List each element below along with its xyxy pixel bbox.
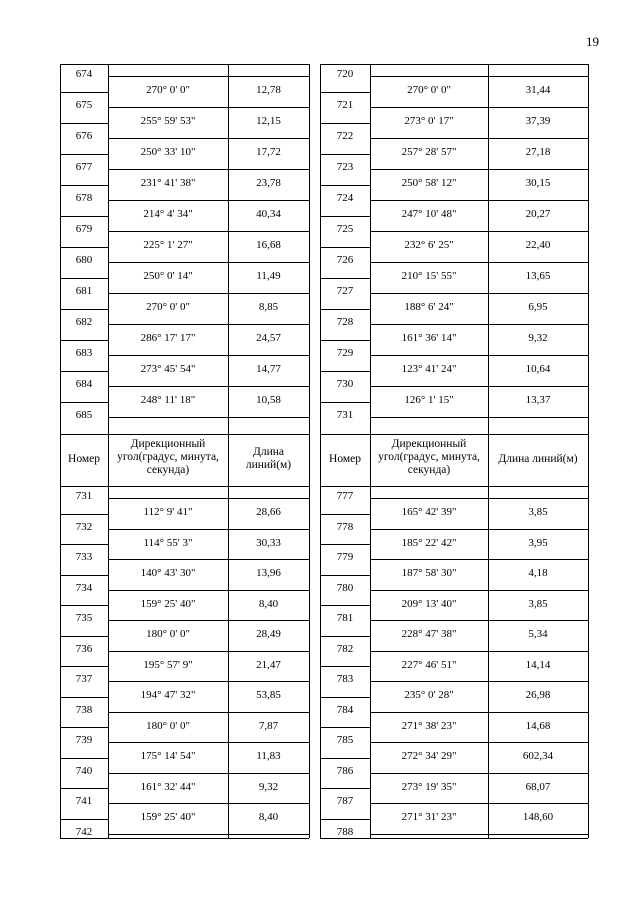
header-line-length: Длина линий(м) [245,446,292,471]
line-length: 31,44 [525,84,551,96]
point-number: 784 [336,703,354,716]
line-length: 148,60 [522,811,554,823]
row-divider [320,371,370,372]
direction-angle: 214° 4' 34" [143,208,193,220]
line-length: 53,85 [256,689,281,701]
header-border [309,434,310,486]
line-length: 13,37 [525,394,551,406]
row-divider [60,758,108,759]
header-direction-angle: Дирекционный угол(градус, минута, секунда) [117,438,219,476]
row-divider [370,417,588,418]
point-number: 777 [336,490,354,502]
row-divider [320,309,370,310]
row-divider [108,138,309,139]
row-divider [60,514,108,515]
row-divider [320,727,370,728]
direction-angle: 159° 25' 40" [140,597,196,610]
row-divider [320,123,370,124]
point-number: 782 [336,642,354,655]
line-length: 40,34 [256,208,281,220]
row-divider [320,247,370,248]
line-length: 602,34 [522,750,554,762]
row-divider [108,498,309,499]
direction-angle: 159° 25' 40" [140,811,196,823]
row-divider [320,758,370,759]
header-number: Номер [329,453,361,465]
table-border-left [320,486,321,838]
table-border-bottom [60,434,309,435]
row-divider [370,681,588,682]
point-number: 783 [336,673,354,685]
line-length: 3,85 [528,597,548,610]
direction-angle: 273° 0' 17" [404,115,454,127]
line-length: 7,87 [258,719,279,732]
row-divider [320,185,370,186]
line-length: 3,95 [528,536,548,549]
row-divider [108,742,309,743]
point-number: 729 [336,347,354,359]
row-divider [320,278,370,279]
direction-angle: 209° 13' 40" [401,597,457,610]
direction-angle: 161° 36' 14" [401,332,457,344]
row-divider [60,278,108,279]
header-line-length: Длина линий(м) [498,453,578,465]
direction-angle: 270° 0' 0" [407,84,451,96]
line-length: 14,68 [525,719,551,732]
line-length: 3,85 [528,506,548,518]
direction-angle: 273° 19' 35" [401,780,457,793]
row-divider [320,92,370,93]
direction-angle: 210° 15' 55" [401,270,457,282]
row-divider [108,803,309,804]
line-length: 11,83 [256,750,281,762]
line-length: 14,14 [525,658,551,671]
point-number: 787 [336,795,354,807]
header-border [588,434,589,486]
line-length: 8,40 [258,597,279,610]
point-number: 680 [75,254,93,266]
point-number: 731 [336,409,354,421]
line-length: 22,40 [525,239,551,251]
direction-angle: 140° 43' 30" [140,567,196,579]
table-border-right [309,64,310,434]
row-divider [370,590,588,591]
point-number: 723 [336,161,354,173]
point-number: 730 [336,378,354,390]
direction-angle: 180° 0' 0" [146,719,190,732]
line-length: 5,34 [528,628,548,640]
direction-angle: 271° 38' 23" [401,719,457,732]
direction-angle: 250° 0' 14" [143,270,193,282]
row-divider [60,340,108,341]
row-divider [320,636,370,637]
line-length: 23,78 [256,177,281,189]
line-length: 12,15 [256,115,281,127]
point-number: 788 [336,825,354,838]
row-divider [108,590,309,591]
row-divider [60,309,108,310]
point-number: 675 [75,99,93,111]
line-length: 12,78 [256,84,281,96]
row-divider [320,697,370,698]
direction-angle: 175° 14' 54" [140,750,196,762]
line-length: 37,39 [525,115,551,127]
point-number: 739 [75,734,93,746]
direction-angle: 257° 28' 57" [401,146,457,158]
table-border-left [60,486,61,838]
point-number: 733 [75,551,93,563]
header-border [370,434,371,486]
direction-angle: 195° 57' 9" [143,658,193,671]
row-divider [370,107,588,108]
row-divider [108,559,309,560]
point-number: 736 [75,642,93,655]
row-divider [108,76,309,77]
row-divider [60,575,108,576]
point-number: 681 [75,285,93,297]
row-divider [370,803,588,804]
row-divider [370,651,588,652]
direction-angle: 123° 41' 24" [401,363,457,375]
row-divider [60,605,108,606]
point-number: 785 [336,734,354,746]
direction-angle: 272° 34' 29" [401,750,457,762]
row-divider [370,742,588,743]
row-divider [370,386,588,387]
direction-angle: 247° 10' 48" [401,208,457,220]
row-divider [370,355,588,356]
row-divider [108,529,309,530]
line-length: 13,65 [525,270,551,282]
table-border-right [309,486,310,838]
line-length: 10,64 [525,363,551,375]
row-divider [370,324,588,325]
point-number: 676 [75,130,93,142]
direction-angle: 270° 0' 0" [146,84,190,96]
row-divider [370,169,588,170]
line-length: 9,32 [528,332,548,344]
point-number: 727 [336,285,354,297]
row-divider [370,834,588,835]
line-length: 16,68 [256,239,281,251]
row-divider [60,216,108,217]
row-divider [108,293,309,294]
point-number: 683 [75,347,93,359]
line-length: 17,72 [256,146,281,158]
row-divider [370,293,588,294]
row-divider [108,386,309,387]
direction-angle: 185° 22' 42" [401,536,457,549]
row-divider [320,154,370,155]
point-number: 742 [75,825,93,838]
row-divider [108,417,309,418]
row-divider [108,107,309,108]
point-number: 735 [75,612,93,624]
table-border-top [320,486,588,487]
row-divider [60,402,108,403]
point-number: 724 [336,192,354,204]
row-divider [370,529,588,530]
point-number: 734 [75,581,93,594]
row-divider [60,123,108,124]
row-divider [370,498,588,499]
line-length: 8,40 [258,811,279,823]
point-number: 684 [75,378,93,390]
header-number: Номер [68,453,100,465]
direction-angle: 235° 0' 28" [404,689,454,701]
header-border [228,434,229,486]
direction-angle: 270° 0' 0" [146,301,190,313]
row-divider [320,514,370,515]
direction-angle: 114° 55' 3" [143,536,193,549]
direction-angle: 232° 6' 25" [404,239,454,251]
row-divider [320,605,370,606]
row-divider [60,371,108,372]
line-length: 21,47 [256,658,281,671]
row-divider [320,819,370,820]
row-divider [370,76,588,77]
row-divider [320,216,370,217]
row-divider [320,666,370,667]
direction-angle: 250° 58' 12" [401,177,457,189]
row-divider [320,340,370,341]
point-number: 679 [75,223,93,235]
row-divider [108,651,309,652]
row-divider [108,620,309,621]
line-length: 11,49 [256,270,281,282]
point-number: 779 [336,551,354,563]
row-divider [60,666,108,667]
direction-angle: 231° 41' 38" [140,177,196,189]
line-length: 28,49 [256,628,281,640]
header-border [108,434,109,486]
row-divider [108,324,309,325]
row-divider [370,231,588,232]
point-number: 677 [75,161,93,173]
row-divider [108,355,309,356]
row-divider [370,200,588,201]
point-number: 732 [75,520,93,533]
row-divider [370,773,588,774]
row-divider [108,712,309,713]
table-border-top [60,486,309,487]
row-divider [60,92,108,93]
direction-angle: 161° 32' 44" [140,780,196,793]
point-number: 722 [336,130,354,142]
direction-angle: 187° 58' 30" [401,567,457,579]
header-direction-angle: Дирекционный угол(градус, минута, секунда) [378,438,480,476]
row-divider [320,575,370,576]
table-border-right [588,64,589,434]
row-divider [320,544,370,545]
direction-angle: 248° 11' 18" [140,394,196,406]
direction-angle: 286° 17' 17" [140,332,196,344]
point-number: 678 [75,192,93,204]
direction-angle: 126° 1' 15" [404,394,454,406]
line-length: 27,18 [525,146,551,158]
row-divider [60,727,108,728]
row-divider [60,636,108,637]
point-number: 731 [75,490,93,502]
line-length: 28,66 [256,506,281,518]
direction-angle: 188° 6' 24" [404,301,454,313]
point-number: 738 [75,703,93,716]
point-number: 741 [75,795,93,807]
line-length: 13,96 [256,567,281,579]
table-border-bottom [320,434,588,435]
point-number: 725 [336,223,354,235]
row-divider [108,773,309,774]
direction-angle: 165° 42' 39" [401,506,457,518]
point-number: 780 [336,581,354,594]
row-divider [320,788,370,789]
point-number: 786 [336,764,354,777]
row-divider [60,154,108,155]
point-number: 682 [75,316,93,328]
row-divider [108,169,309,170]
point-number: 685 [75,409,93,421]
direction-angle: 255° 59' 53" [140,115,196,127]
header-border [488,434,489,486]
row-divider [108,681,309,682]
point-number: 720 [336,68,354,80]
direction-angle: 271° 31' 23" [401,811,457,823]
row-divider [370,559,588,560]
point-number: 721 [336,99,354,111]
row-divider [60,788,108,789]
row-divider [370,712,588,713]
direction-angle: 273° 45' 54" [140,363,196,375]
direction-angle: 194° 47' 32" [140,689,196,701]
direction-angle: 112° 9' 41" [143,506,193,518]
row-divider [108,262,309,263]
line-length: 68,07 [525,780,551,793]
table-border-top [60,64,309,65]
row-divider [370,262,588,263]
table-border-right [588,486,589,838]
point-number: 726 [336,254,354,266]
direction-angle: 250° 33' 10" [140,146,196,158]
point-number: 737 [75,673,93,685]
point-number: 674 [75,68,93,80]
row-divider [370,138,588,139]
direction-angle: 180° 0' 0" [146,628,190,640]
row-divider [320,402,370,403]
row-divider [60,185,108,186]
row-divider [60,819,108,820]
row-divider [60,544,108,545]
point-number: 728 [336,316,354,328]
row-divider [60,247,108,248]
line-length: 14,77 [256,363,281,375]
line-length: 30,15 [525,177,551,189]
direction-angle: 228° 47' 38" [401,628,457,640]
line-length: 10,58 [256,394,281,406]
line-length: 30,33 [256,536,281,549]
page-number: 19 [586,34,599,49]
direction-angle: 225° 1' 27" [143,239,193,251]
line-length: 4,18 [528,567,548,579]
table-border-top [320,64,588,65]
point-number: 778 [336,520,354,533]
line-length: 9,32 [258,780,279,793]
row-divider [108,200,309,201]
point-number: 781 [336,612,354,624]
line-length: 24,57 [256,332,281,344]
row-divider [60,697,108,698]
direction-angle: 227° 46' 51" [401,658,457,671]
point-number: 740 [75,764,93,777]
row-divider [108,231,309,232]
row-divider [370,620,588,621]
line-length: 20,27 [525,208,551,220]
line-length: 26,98 [525,689,551,701]
row-divider [108,834,309,835]
line-length: 6,95 [528,301,548,313]
line-length: 8,85 [258,301,279,313]
